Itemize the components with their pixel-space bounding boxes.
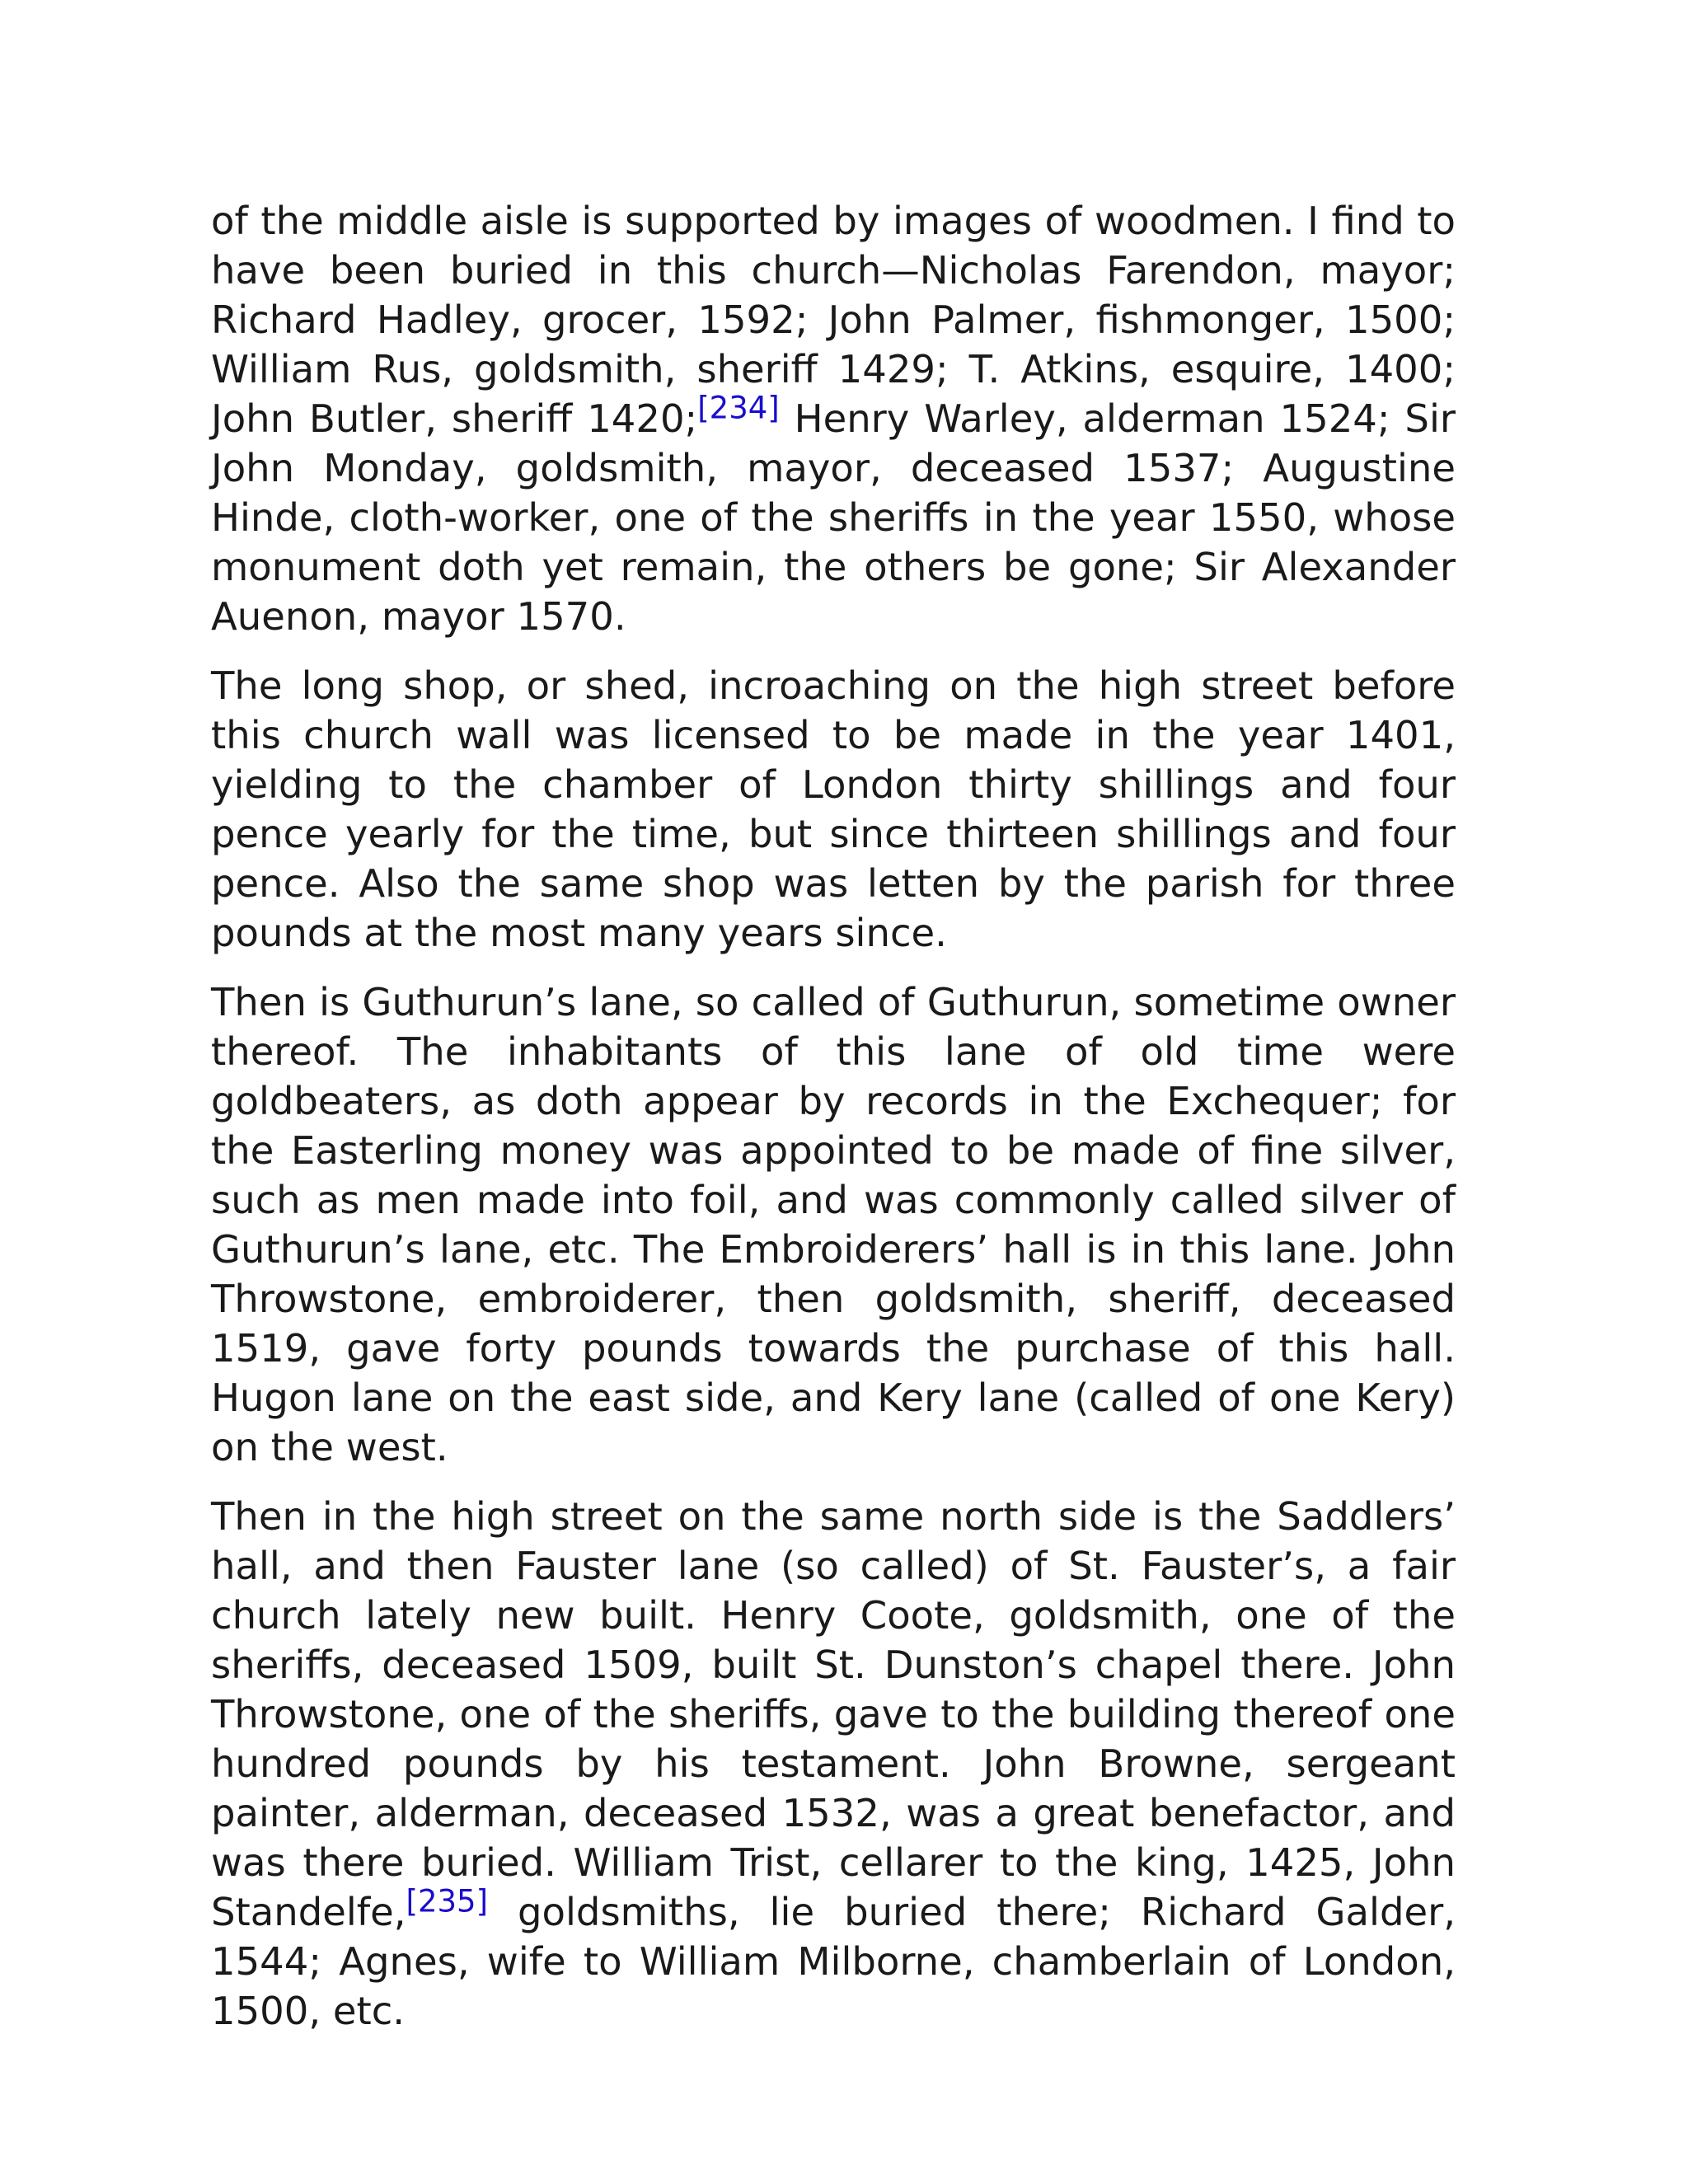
paragraph-text: of the middle aisle is supported by images of woodmen. I find to have been buried in this church—Nicholas Farendon, mayor; Richard Hadley, grocer, 1592; John Palmer, fishmonger, 1500; William Rus, goldsmith, sheriff 1429; T. Atkins, esquire, 1400; John Butler, sheriff 1420; bbox=[211, 199, 1456, 441]
footnote-link-235[interactable]: [235] bbox=[406, 1883, 489, 1919]
paragraph-text: Henry Warley, alderman 1524; Sir John Monday, goldsmith, mayor, deceased 1537; Augustine Hinde, cloth-worker, one of the sheriffs in the year 1550, whose monument doth yet remain, the others be gone; Sir Alexander Auenon, mayor 1570. bbox=[211, 396, 1456, 639]
footnote-link-234[interactable]: [234] bbox=[697, 390, 780, 426]
paragraph-text: goldsmiths, lie buried there; Richard Galder, 1544; Agnes, wife to William Milborne, chamberlain of London, 1500, etc. bbox=[211, 1890, 1456, 2033]
paragraph-text: Then in the high street on the same north side is the Saddlers’ hall, and then Fauster lane (so called) of St. Fauster’s, a fair church lately new built. Henry Coote, goldsmith, one of the sheriffs, deceased 1509, built St. Dunston’s chapel there. John Throwstone, one of the sheriffs, gave to the building thereof one hundred pounds by his testament. John Browne, sergeant painter, alderman, deceased 1532, was a great benefactor, and was there buried. William Trist, cellarer to the king, 1425, John Standelfe, bbox=[211, 1494, 1456, 1934]
paragraph-text: Then is Guthurun’s lane, so called of Guthurun, sometime owner thereof. The inhabitants of this lane of old time were goldbeaters, as doth appear by records in the Exchequer; for the Easterling money was appointed to be made of fine silver, such as men made into foil, and was commonly called silver of Guthurun’s lane, etc. The Embroiderers’ hall is in this lane. John Throwstone, embroiderer, then goldsmith, sheriff, deceased 1519, gave forty pounds towards the purchase of this hall. Hugon lane on the east side, and Kery lane (called of one Kery) on the west. bbox=[211, 980, 1456, 1469]
paragraph-saddlers-hall bbox=[211, 1492, 1456, 2036]
document-page bbox=[211, 196, 1456, 2055]
paragraph-text: The long shop, or shed, incroaching on the high street before this church wall was licensed to be made in the year 1401, yielding to the chamber of London thirty shillings and four pence yearly for the time, but since thirteen shillings and four pence. Also the same shop was letten by the parish for three pounds at the most many years since. bbox=[211, 663, 1456, 955]
paragraph-long-shop bbox=[211, 661, 1456, 958]
paragraph-guthuruns-lane bbox=[211, 977, 1456, 1472]
paragraph-burials bbox=[211, 196, 1456, 641]
